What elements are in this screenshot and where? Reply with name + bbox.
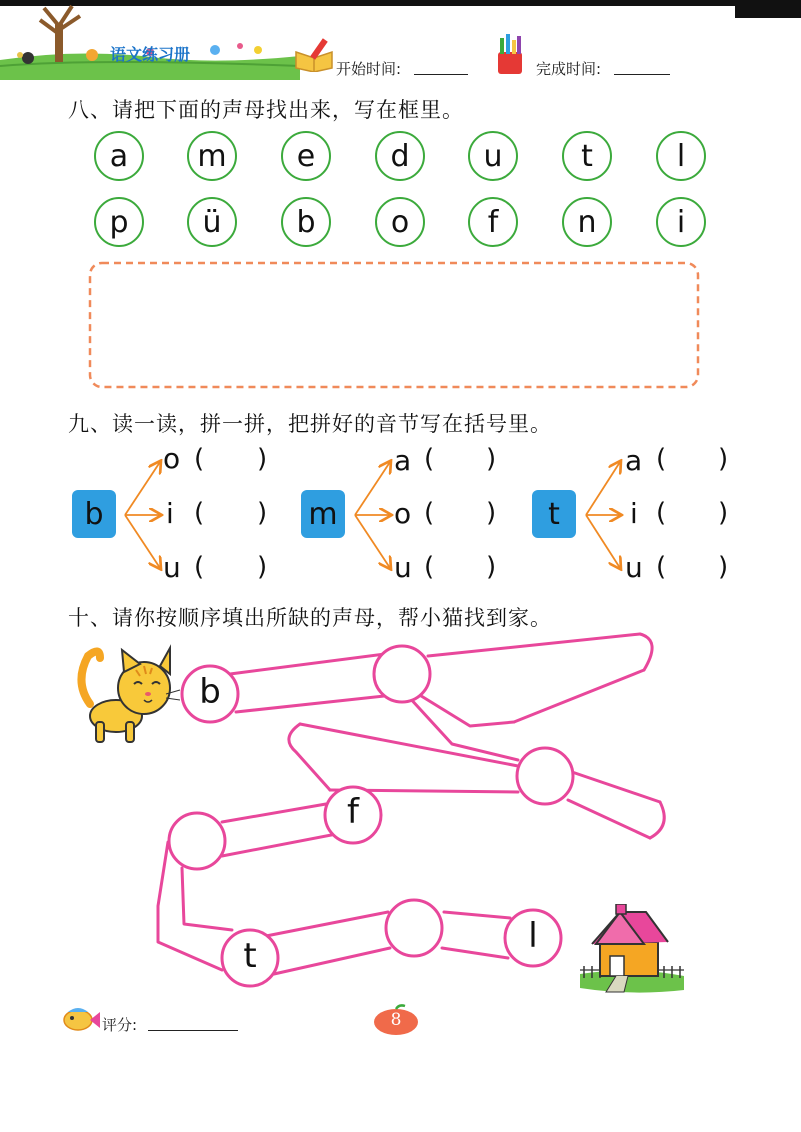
maze-letter-b: b (199, 672, 221, 712)
q9-title: 九、读一读，拼一拼，把拼好的音节写在括号里。 (68, 412, 552, 436)
letter-circle: n (562, 197, 612, 247)
answer-paren-open: ( (656, 444, 667, 474)
letter-circle: i (656, 197, 706, 247)
answer-paren-open: ( (194, 444, 205, 474)
final-label: i (630, 497, 638, 530)
maze-answer-slot[interactable] (388, 902, 440, 954)
letter-circle: e (281, 131, 331, 181)
page-number: 8 (390, 1010, 402, 1030)
answer-paren-open: ( (194, 552, 205, 582)
answer-paren-close: ) (257, 444, 268, 474)
house-illustration (576, 904, 688, 996)
footer-fish-icon (62, 1004, 102, 1034)
final-label: i (166, 497, 174, 530)
maze-letter-l: l (528, 916, 538, 956)
maze-letter-f: f (347, 792, 359, 832)
answer-paren-open: ( (424, 444, 435, 474)
final-label: u (625, 551, 643, 584)
start-time-label: 开始时间: (336, 60, 402, 78)
answer-paren-close: ) (718, 444, 729, 474)
answer-paren-open: ( (194, 498, 205, 528)
q10-title: 十、请你按顺序填出所缺的声母，帮小猫找到家。 (68, 606, 552, 630)
answer-paren-open: ( (656, 498, 667, 528)
answer-paren-open: ( (424, 552, 435, 582)
initial-box-b: b (72, 490, 116, 538)
cat-illustration (70, 642, 182, 746)
final-label: o (394, 497, 412, 530)
letter-circle: d (375, 131, 425, 181)
answer-paren-open: ( (656, 552, 667, 582)
answer-paren-open: ( (424, 498, 435, 528)
letter-circle: t (562, 131, 612, 181)
final-label: a (394, 444, 412, 477)
final-label: a (625, 444, 643, 477)
answer-paren-close: ) (718, 552, 729, 582)
maze-answer-slot[interactable] (519, 750, 571, 802)
letter-circle: f (468, 197, 518, 247)
q8-title: 八、请把下面的声母找出来，写在框里。 (68, 98, 464, 122)
maze-letter-t: t (243, 936, 257, 976)
letter-circle: m (187, 131, 237, 181)
answer-paren-close: ) (486, 552, 497, 582)
letter-circle: a (94, 131, 144, 181)
answer-paren-close: ) (486, 444, 497, 474)
letter-circle: l (656, 131, 706, 181)
initial-box-t: t (532, 490, 576, 538)
answer-paren-close: ) (257, 552, 268, 582)
letter-circle: p (94, 197, 144, 247)
final-label: o (163, 442, 181, 475)
answer-paren-close: ) (486, 498, 497, 528)
final-label: u (394, 551, 412, 584)
score-label: 评分: (102, 1016, 138, 1034)
letter-circle: u (468, 131, 518, 181)
maze-answer-slot[interactable] (376, 648, 428, 700)
letter-circle: ü (187, 197, 237, 247)
letter-circle: b (281, 197, 331, 247)
letter-circle: o (375, 197, 425, 247)
initial-box-m: m (301, 490, 345, 538)
answer-paren-close: ) (718, 498, 729, 528)
brand-title: 语文练习册 (110, 45, 191, 64)
answer-paren-close: ) (257, 498, 268, 528)
maze-answer-slot[interactable] (171, 815, 223, 867)
score-blank[interactable] (148, 1030, 238, 1031)
finish-time-label: 完成时间: (536, 60, 602, 78)
final-label: u (163, 551, 181, 584)
